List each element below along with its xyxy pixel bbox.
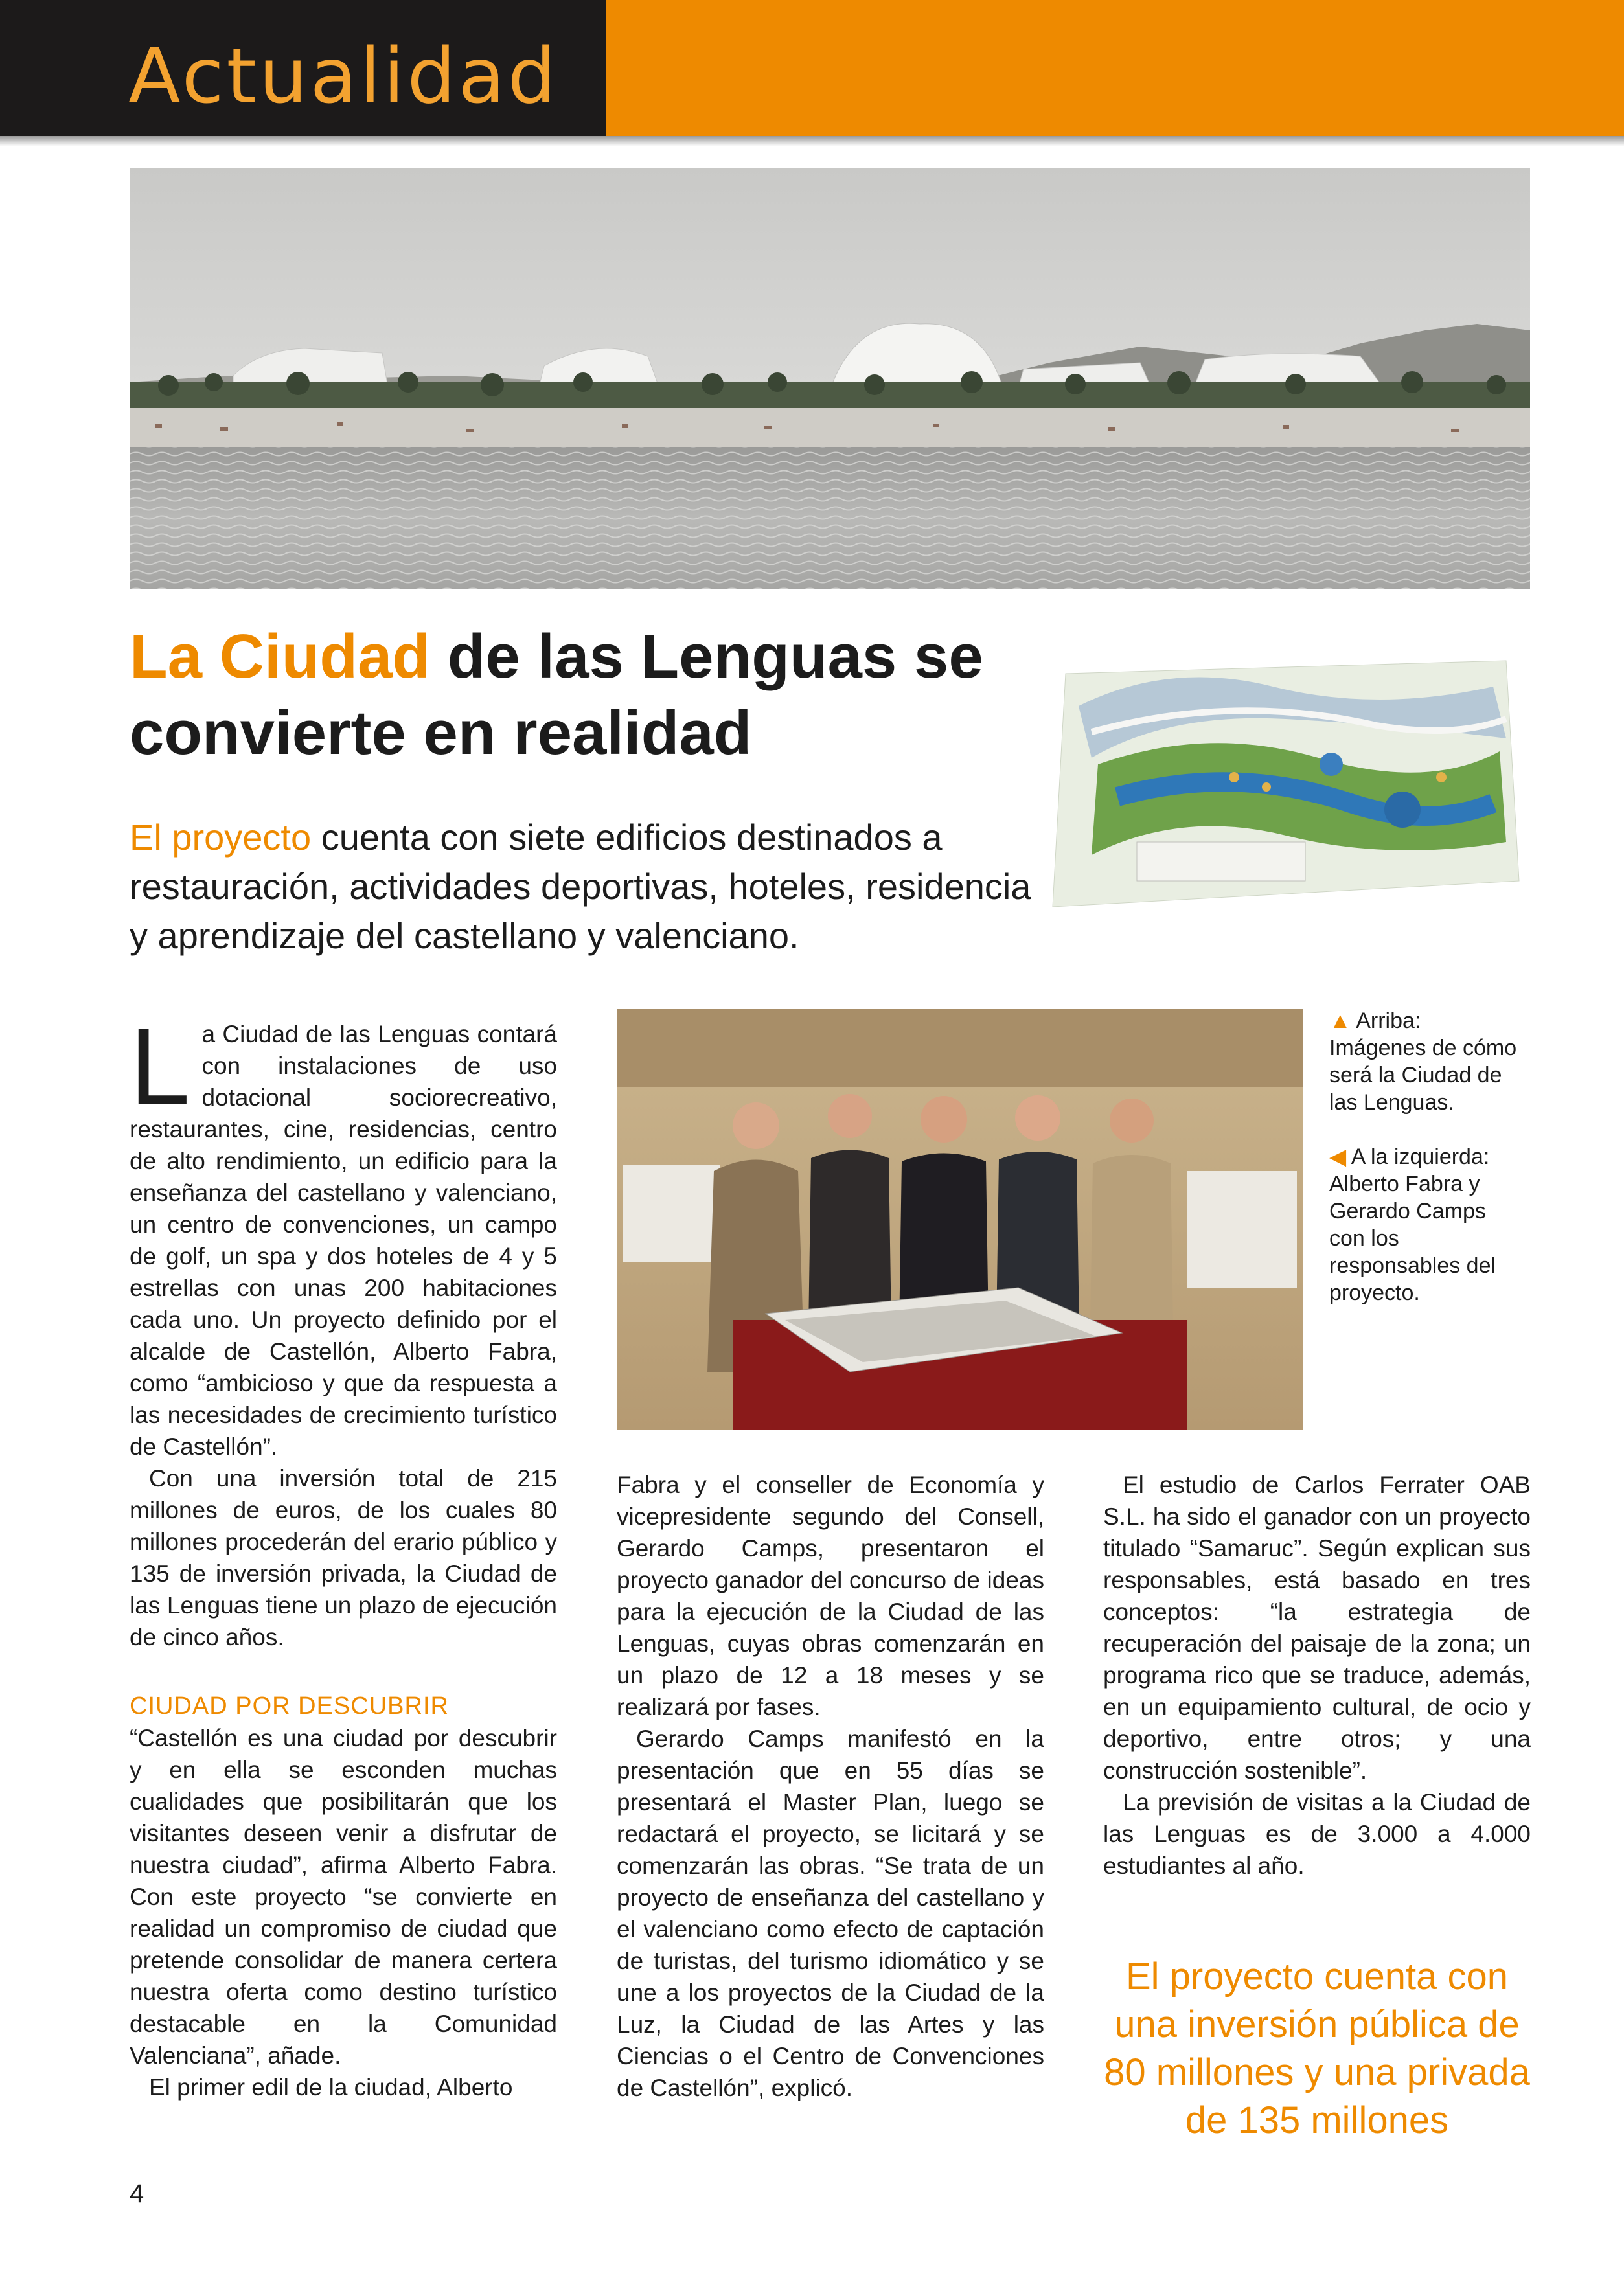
triangle-left-icon: ◀ bbox=[1329, 1145, 1347, 1169]
article-subhead bbox=[130, 813, 1036, 961]
drop-cap: L bbox=[130, 1005, 190, 1127]
photo-caption-top bbox=[1329, 1007, 1517, 1116]
subhead-rest: cuenta con siete edificios destinados a restauración, actividades deportivas, hoteles, residencia y aprendizaje del castellano y valenciano. bbox=[130, 817, 1031, 956]
article-column-1 bbox=[130, 1005, 557, 2103]
article-column-3 bbox=[1103, 1469, 1531, 1882]
presentation-photo bbox=[617, 1009, 1303, 1430]
pull-quote: El proyecto cuenta con una inversión pública de 80 millones y una privada de 135 millones bbox=[1104, 1955, 1530, 2141]
section-title: Actualidad bbox=[128, 31, 559, 120]
caption-top-text: Arriba: Imágenes de cómo será la Ciudad de las Lenguas. bbox=[1329, 1008, 1517, 1115]
article-paragraph: Fabra y el conseller de Economía y vicepresidente segundo del Consell, Gerardo Camps, presentaron el proyecto ganador del concurso de ideas para la ejecución de la Ciudad de las Lenguas, cuyas obras comenzarán en un plazo de 12 a 18 meses y se realizará por fases. bbox=[617, 1472, 1044, 1720]
site-plan-image bbox=[1040, 648, 1532, 920]
article-paragraph: El primer edil de la ciudad, Alberto bbox=[149, 2074, 513, 2101]
section-header-accent-bar bbox=[606, 0, 1624, 136]
article-paragraph: “Castellón es una ciudad por descubrir y en ella se esconden muchas cualidades que posibilitarán que los visitantes deseen venir a disfrutar de nuestra ciudad”, afirma Alberto Fabra. Con este proyecto “se convierte en realidad un compromiso de ciudad que pretende consolidar de manera certera nuestra oferta como destino turístico destacable en la Comunidad Valenciana”, añade. bbox=[130, 1725, 557, 2069]
article-paragraph: La Ciudad de las Lenguas contará con instalaciones de uso dotacional sociorecreativo, restaurantes, cine, residencias, centro de alto rendimiento, un edificio para la enseñanza del castellano y valenciano, un centro de convenciones, un campo de golf, un spa y dos hoteles de 4 y 5 estrellas con unas 200 habitaciones cada uno. Un proyecto definido por el alcalde de Castellón, Alberto Fabra, como “ambicioso y que da respuesta a las necesidades de crecimiento turístico de Castellón”. bbox=[130, 1005, 557, 1460]
article-paragraph: El estudio de Carlos Ferrater OAB S.L. ha sido el ganador con un proyecto titulado “Samaruc”. Según explican sus responsables, está basado en tres conceptos: “la estrategia de recuperación del paisaje de la zona; un programa rico que se traduce, además, en un equipamiento cultural, de ocio y deportivo, entre otros; y una construcción sostenible”. bbox=[1103, 1472, 1531, 1784]
hero-rendering-image bbox=[130, 168, 1530, 589]
photo-caption-left bbox=[1329, 1143, 1517, 1306]
article-column-2 bbox=[617, 1469, 1044, 2104]
subhead-accent: El proyecto bbox=[130, 817, 312, 858]
article-paragraph: Gerardo Camps manifestó en la presentación que en 55 días se presentará el Master Plan, luego se redactará el proyecto, se licitará y se comenzarán las obras. “Se trata de un proyecto de enseñanza del castellano y el valenciano como efecto de captación de turistas, del turismo idiomático y se une a los proyectos de la Ciudad de la Luz, la Ciudad de las Artes y las Ciencias o el Centro de Convenciones de Castellón”, explicó. bbox=[617, 1726, 1044, 2101]
caption-left-text: A la izquierda: Alberto Fabra y Gerardo Camps con los responsables del proyecto. bbox=[1329, 1145, 1496, 1305]
article-headline bbox=[130, 619, 1024, 771]
page-number: 4 bbox=[130, 2180, 144, 2208]
triangle-up-icon: ▲ bbox=[1329, 1008, 1351, 1033]
header-shadow bbox=[0, 136, 1624, 146]
article-subheading: CIUDAD POR DESCUBRIR bbox=[130, 1692, 449, 1720]
headline-rest: de las Lenguas se convierte en realidad bbox=[130, 622, 983, 768]
headline-accent: La Ciudad bbox=[130, 622, 431, 691]
article-paragraph: Con una inversión total de 215 millones de euros, de los cuales 80 millones procederán del erario público y 135 de inversión privada, la Ciudad de las Lenguas tiene un plazo de ejecución de cinco años. bbox=[130, 1465, 557, 1650]
article-paragraph: La previsión de visitas a la Ciudad de las Lenguas es de 3.000 a 4.000 estudiantes al año. bbox=[1103, 1789, 1531, 1879]
